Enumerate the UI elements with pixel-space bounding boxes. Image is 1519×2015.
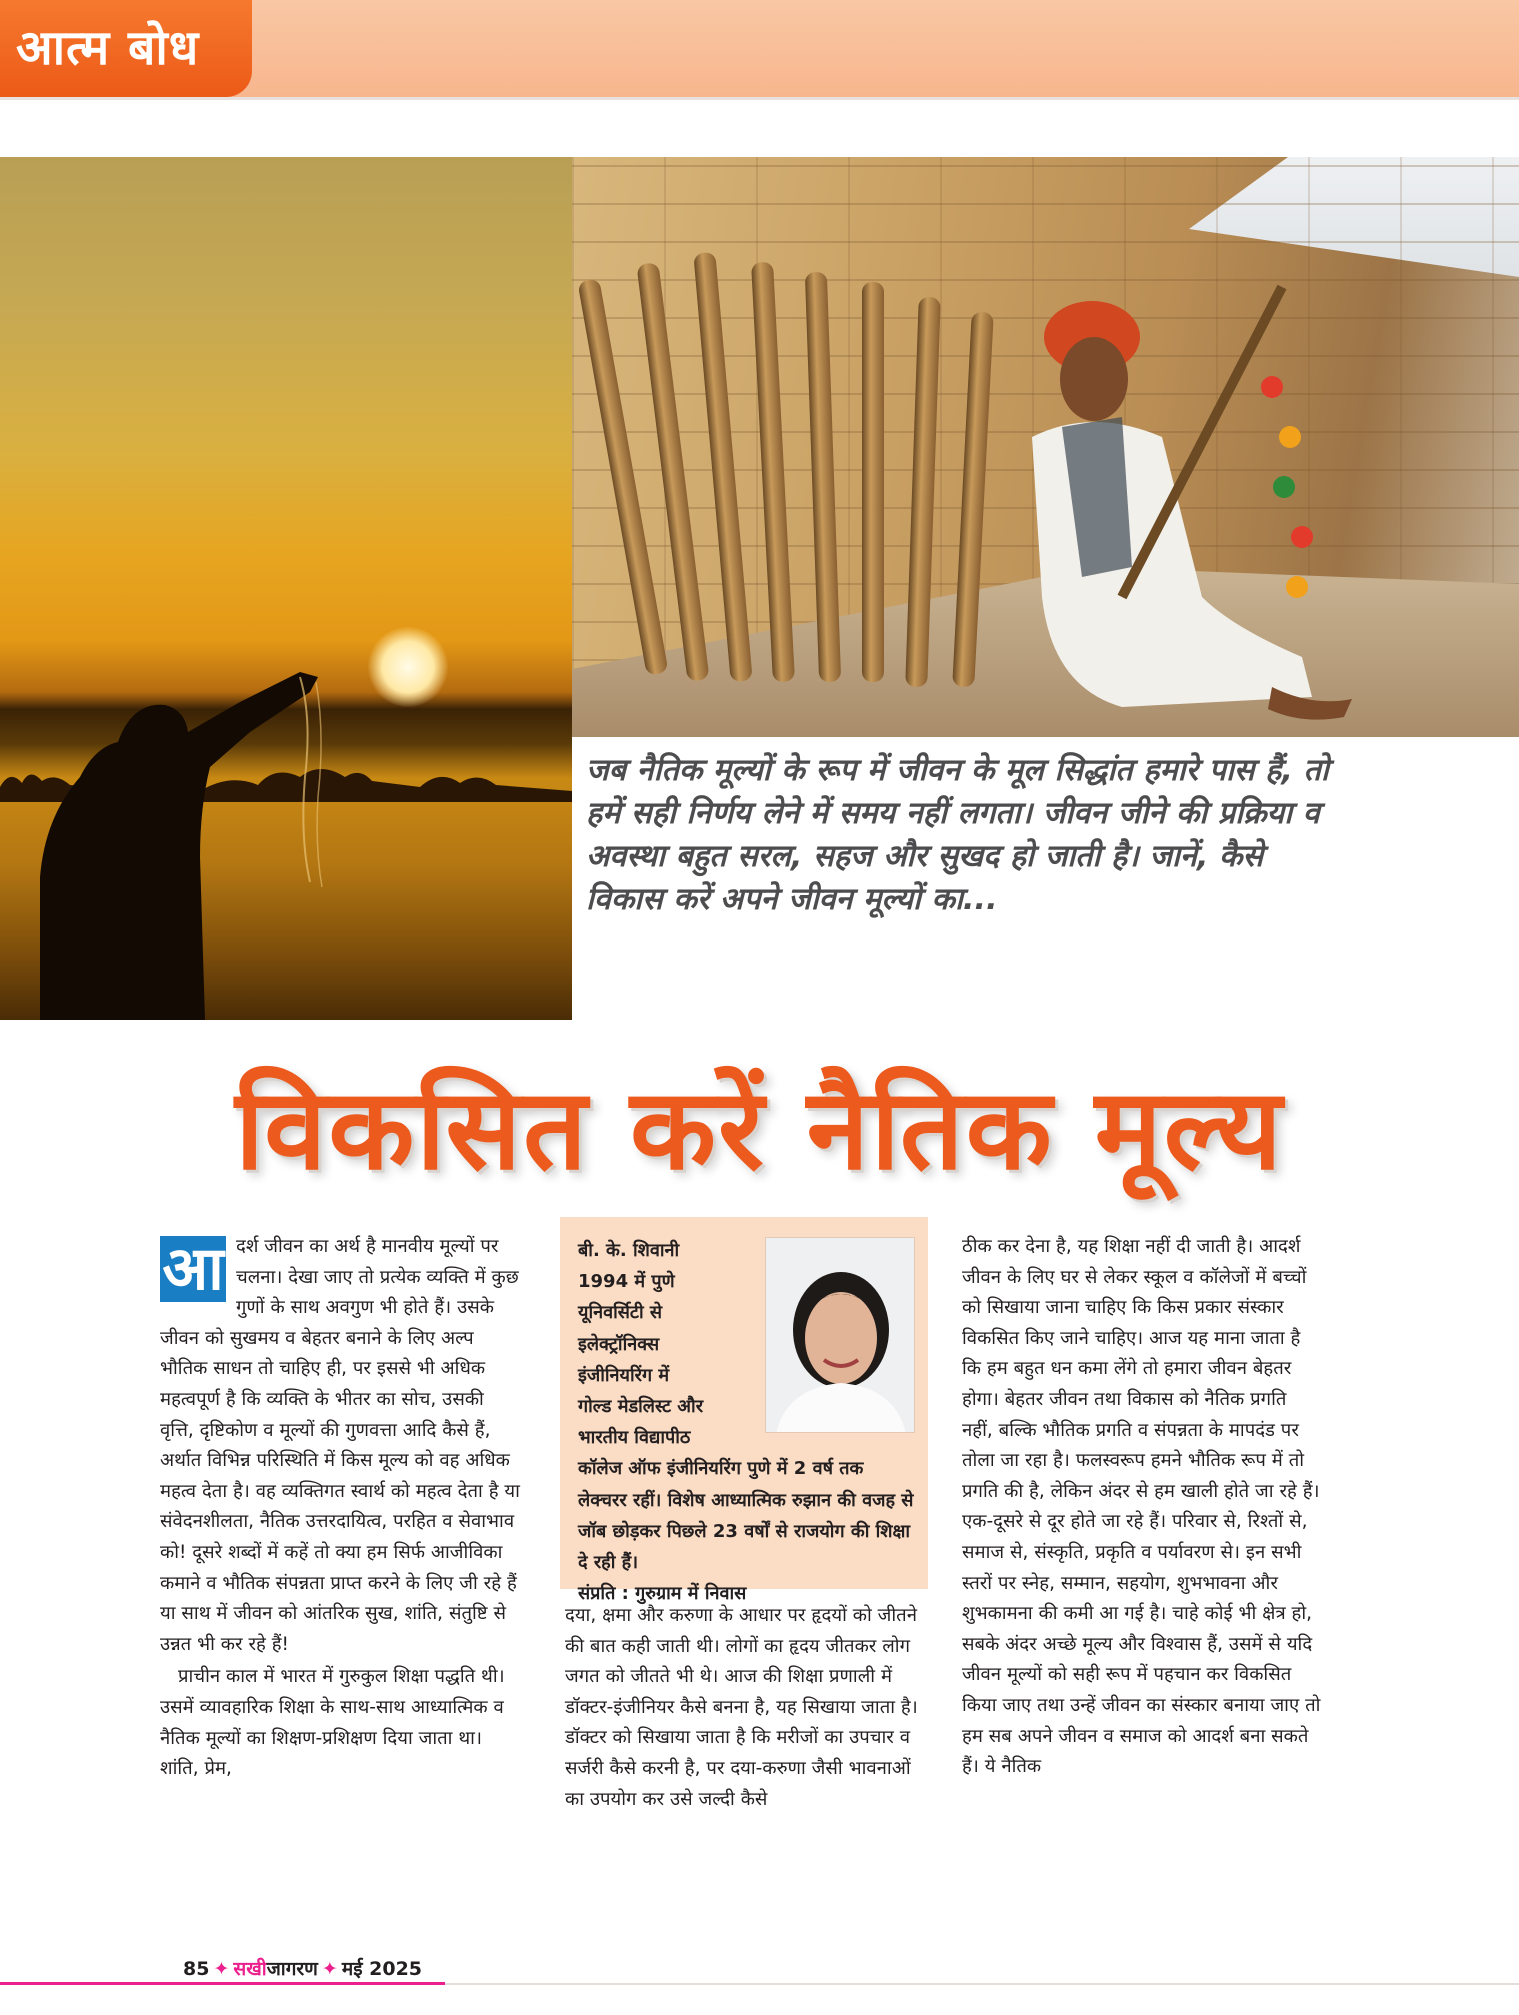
section-label: आत्म बोध	[0, 0, 252, 97]
brand-prefix: सखी	[233, 1958, 267, 1980]
bio-line: इंजीनियरिंग में	[578, 1364, 670, 1386]
bio-details: कॉलेज ऑफ इंजीनियरिंग पुणे में 2 वर्ष तक लेक्चरर रहीं। विशेष आध्यात्मिक रुझान की वजह से जॉब छोड़कर पिछले 23 वर्षों से राजयोग की शिक्षा दे रही हैं।	[578, 1458, 914, 1574]
bio-line: यूनिवर्सिटी से	[578, 1302, 663, 1324]
bio-residence: संप्रति : गुरुग्राम में निवास	[578, 1583, 747, 1605]
bio-line: भारतीय विद्यापीठ	[578, 1427, 691, 1449]
musician-figure	[972, 267, 1432, 737]
article-column-2	[565, 1601, 928, 1815]
star-icon: ✦	[321, 1958, 338, 1980]
bio-line: इलेक्ट्रॉनिक्स	[578, 1333, 660, 1355]
paragraph: ठीक कर देना है, यह शिक्षा नहीं दी जाती है। आदर्श जीवन के लिए घर से लेकर स्कूल व कॉलेजों में बच्चों को सिखाया जाना चाहिए कि किस प्रकार संस्कार विकसित किए जाने चाहिए। आज यह माना जाता है कि हम बहुत धन कमा लेंगे तो हमारा जीवन बेहतर होगा। बेहतर जीवन तथा विकास को नैतिक प्रगति नहीं, बल्कि भौतिक प्रगति व संपन्नता के मापदंड पर तोला जा रहा है। फलस्वरूप हमने भौतिक रूप में तो प्रगति की है, लेकिन अंदर से हम खाली होते जा रहे हैं। एक-दूसरे से दूर होते जा रहे हैं। परिवार से, रिश्तों से, समाज से, संस्कृति, प्रकृति व पर्यावरण से। इन सभी स्तरों पर स्नेह, सम्मान, सहयोग, शुभभावना और शुभकामना की कमी आ गई है। चाहे कोई भी क्षेत्र हो, सबके अंदर अच्छे मूल्य और विश्वास हैं, उसमें से यदि जीवन मूल्यों को सही रूप में पहचान कर विकसित किया जाए तथा उन्हें जीवन का संस्कार बनाया जाए तो हम सब अपने जीवन व समाज को आदर्श बना सकते हैं। ये नैतिक	[962, 1236, 1321, 1778]
intro-quote: जब नैतिक मूल्यों के रूप में जीवन के मूल सिद्धांत हमारे पास हैं, तो हमें सही निर्णय लेने में समय नहीं लगता। जीवन जीने की प्रक्रिया व अवस्था बहुत सरल, सहज और सुखद हो जाती है। जानें, कैसे विकास करें अपने जीवन मूल्यों का...	[586, 753, 1329, 917]
star-icon: ✦	[213, 1958, 230, 1980]
author-photo	[765, 1237, 915, 1433]
paragraph: दया, क्षमा और करुणा के आधार पर हृदयों को जीतने की बात कही जाती थी। लोगों का हृदय जीतकर लोग जगत को जीतते भी थे। आज की शिक्षा प्रणाली में डॉक्टर-इंजीनियर कैसे बनना है, यह सिखाया जाता है। डॉक्टर को सिखाया जाता है कि मरीजों का उपचार व सर्जरी कैसे करनी है, पर दया-करुणा जैसी भावनाओं का उपयोग कर उसे जल्दी कैसे	[565, 1605, 918, 1810]
brand-suffix: जागरण	[266, 1958, 318, 1980]
page-number: 85	[183, 1958, 210, 1980]
article-column-1	[160, 1232, 520, 1785]
issue-date: मई 2025	[341, 1958, 423, 1980]
bio-intro	[578, 1235, 763, 1453]
footer-accent-rule	[0, 1982, 445, 1985]
header-divider	[0, 97, 1519, 100]
article-title: विकसित करें नैतिक मूल्य	[235, 1065, 1284, 1195]
paragraph	[160, 1232, 520, 1660]
musician-photo	[572, 157, 1519, 737]
paragraph-text: दर्श जीवन का अर्थ है मानवीय मूल्यों पर चलना। देखा जाए तो प्रत्येक व्यक्ति में कुछ गुणों के साथ अवगुण भी होते हैं। उसके जीवन को सुखमय व बेहतर बनाने के लिए अल्प भौतिक साधन तो चाहिए ही, पर इससे भी अधिक महत्वपूर्ण है कि व्यक्ति के भीतर का सोच, उसकी वृत्ति, दृष्टिकोण व मूल्यों की गुणवत्ता आदि कैसे हैं, अर्थात विभिन्न परिस्थिति में किस मूल्य को वह अधिक महत्व देता है। वह व्यक्तिगत स्वार्थ को महत्व देता है या संवेदनशीलता, नैतिक उत्तरदायित्व, परहित व सेवाभाव को! दूसरे शब्दों में कहें तो क्या हम सिर्फ आजीविका कमाने व भौतिक संपन्नता प्राप्त करने के लिए जी रहे हैं या साथ में जीवन को आंतरिक सुख, शांति, संतुष्टि से उन्नत भी कर रहे हैं!	[160, 1236, 520, 1655]
paragraph: प्राचीन काल में भारत में गुरुकुल शिक्षा पद्धति थी। उसमें व्यावहारिक शिक्षा के साथ-साथ आध्यात्मिक व नैतिक मूल्यों का शिक्षण-प्रशिक्षण दिया जाता था। शांति, प्रेम,	[160, 1666, 505, 1780]
sunset-photo	[0, 157, 572, 1020]
article-column-3	[962, 1232, 1322, 1783]
page-footer	[183, 1955, 422, 1981]
person-silhouette	[0, 157, 572, 1020]
dropcap: आ	[160, 1236, 226, 1302]
instrument-stick	[862, 282, 884, 682]
bio-line: गोल्ड मेडलिस्ट और	[578, 1396, 704, 1418]
author-bio-box	[560, 1217, 928, 1605]
bio-line: 1994 में पुणे	[578, 1271, 675, 1293]
bio-line: बी. के. शिवानी	[578, 1240, 680, 1261]
